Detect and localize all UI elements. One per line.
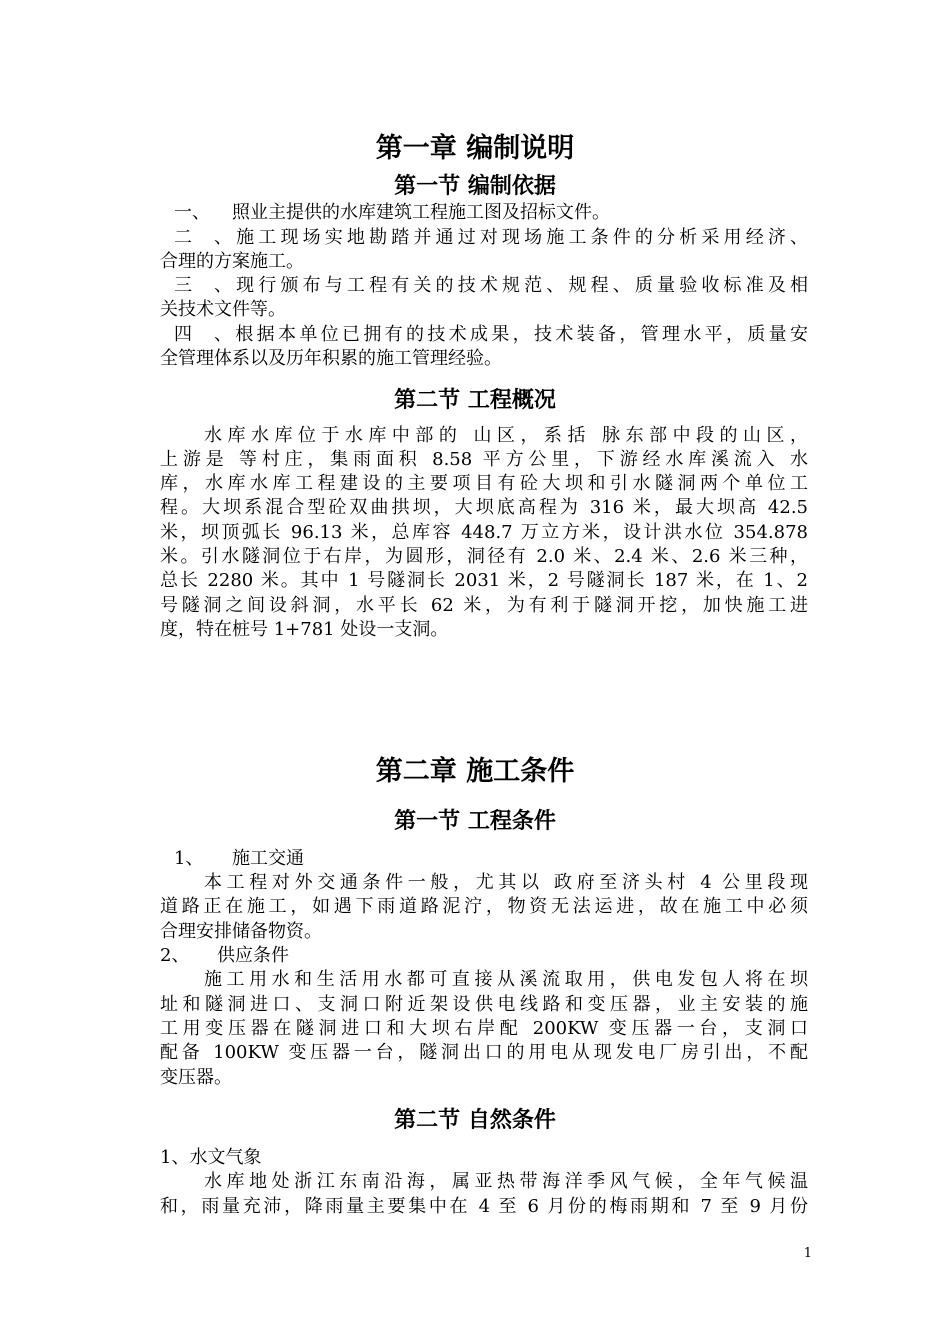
overview-line: 总长 2280 米。其中 1 号隧洞长 2031 米，2 号隧洞长 187 米，在 1、2: [160, 570, 808, 591]
supply-heading: [160, 944, 808, 968]
list-number: 二、: [174, 227, 232, 248]
overview-line: 库，水库水库工程建设的主要项目有砼大坝和引水隧洞两个单位工: [160, 473, 808, 494]
list-text: 施工现场实地勘踏并通过对现场施工条件的分析采用经济、: [232, 227, 808, 248]
overview-line: 米，坝顶弧长 96.13 米，总库容 448.7 万立方米，设计洪水位 354.878: [160, 522, 808, 543]
list-number: 三、: [174, 275, 232, 296]
list-number: 四、: [174, 324, 232, 345]
traffic-heading: [160, 847, 808, 871]
basis-item-2: [160, 226, 808, 250]
supply-line: 工用变压器在隧洞进口和大坝右岸配 200KW 变压器一台，支洞口: [160, 1018, 808, 1039]
overview-line: 号隧洞之间设斜洞，水平长 62 米，为有利于隧洞开挖，加快施工进: [160, 595, 808, 616]
overview-line: 度，特在桩号 1+781 处设一支洞。: [160, 619, 449, 640]
overview-line: 上游是 等村庄，集雨面积 8.58 平方公里，下游经水库溪流入 水: [160, 449, 808, 470]
chapter-1-section-2-title: 第二节 工程概况: [394, 387, 556, 413]
list-text: 供应条件: [217, 945, 289, 966]
hydrology-heading: 1、水文气象: [160, 1147, 262, 1168]
traffic-line: 本工程对外交通条件一般，尤其以 政府至济头村 4 公里段现: [204, 872, 808, 893]
hydrology-line: 水库地处浙江东南沿海，属亚热带海洋季风气候，全年气候温: [204, 1171, 808, 1192]
chapter-2-section-1-title: 第一节 工程条件: [394, 808, 556, 834]
supply-line: 配备 100KW 变压器一台，隧洞出口的用电从现发电厂房引出，不配: [160, 1042, 808, 1063]
overview-line: 水库水库位于水库中部的 山区，系括 脉东部中段的山区，: [204, 425, 808, 446]
list-number: 1、: [174, 848, 204, 869]
traffic-line: 合理安排储备物资。: [160, 921, 322, 942]
hydrology-line: 和，雨量充沛，降雨量主要集中在 4 至 6 月份的梅雨期和 7 至 9 月份: [160, 1196, 808, 1217]
chapter-1-title: 第一章 编制说明: [375, 133, 575, 164]
list-text: 施工交通: [232, 848, 304, 869]
list-number: 一、: [174, 202, 210, 223]
supply-line: 施工用水和生活用水都可直接从溪流取用，供电发包人将在坝: [204, 969, 808, 990]
list-text: 根据本单位已拥有的技术成果，技术装备，管理水平，质量安: [232, 324, 808, 345]
basis-item-3-cont: 关技术文件等。: [160, 299, 286, 320]
basis-item-2-cont: 合理的方案施工。: [160, 251, 304, 272]
basis-item-3: [160, 274, 808, 298]
overview-line: 程。大坝系混合型砼双曲拱坝，大坝底高程为 316 米，最大坝高 42.5: [160, 497, 808, 518]
traffic-line: 道路正在施工，如遇下雨道路泥泞，物资无法运进，故在施工中必须: [160, 896, 808, 917]
supply-line: 址和隧洞进口、支洞口附近架设供电线路和变压器，业主安装的施: [160, 994, 808, 1015]
chapter-2-section-2-title: 第二节 自然条件: [394, 1107, 556, 1133]
list-text: 照业主提供的水库建筑工程施工图及招标文件。: [232, 202, 610, 223]
overview-line: 米。引水隧洞位于右岸，为圆形，洞径有 2.0 米、2.4 米、2.6 米三种，: [160, 546, 808, 567]
list-text: 现行颁布与工程有关的技术规范、规程、质量验收标准及相: [232, 275, 808, 296]
list-number: 2、: [160, 945, 190, 966]
basis-item-1: [160, 201, 808, 225]
page-number: 1: [803, 1246, 812, 1261]
chapter-2-title: 第二章 施工条件: [375, 756, 575, 787]
basis-item-4: [160, 323, 808, 347]
basis-item-4-cont: 全管理体系以及历年积累的施工管理经验。: [160, 348, 502, 369]
chapter-1-section-1-title: 第一节 编制依据: [394, 173, 556, 199]
supply-line: 变压器。: [160, 1067, 232, 1088]
